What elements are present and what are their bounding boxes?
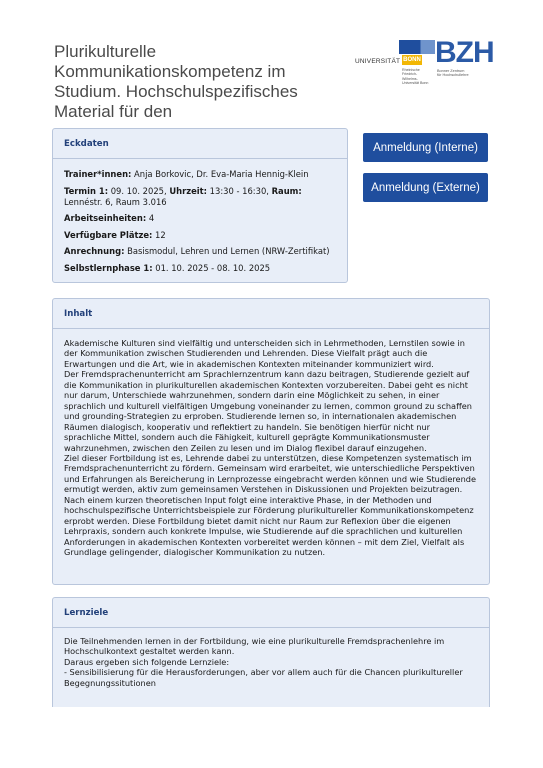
inhalt-header	[53, 299, 489, 329]
uhrzeit-label: Uhrzeit:	[169, 185, 207, 196]
plaetze-label: Verfügbare Plätze:	[64, 229, 153, 240]
raum-value: Lennéstr. 6, Raum 3.016	[64, 196, 167, 207]
logo-university-text: UNIVERSITÄT	[355, 58, 401, 65]
logo-university-subtitle: Rheinische Friedrich-Wilhelms- Universität Bonn	[402, 68, 429, 85]
lernziele-paragraph: Daraus ergeben sich folgende Lernziele:	[64, 656, 230, 667]
inhalt-paragraph: wahrzunehmen, zwischen den Zeilen zu lesen und im Dialog flexibel darauf einzugehen.	[64, 442, 427, 453]
eckdaten-panel	[52, 128, 348, 283]
inhalt-body	[53, 329, 489, 564]
arbeitseinheiten-row	[64, 213, 336, 224]
eckdaten-header	[53, 129, 347, 159]
arbeitseinheiten-label: Arbeitseinheiten:	[64, 213, 147, 224]
register-external-button[interactable]: Anmeldung (Externe)	[363, 173, 488, 202]
inhalt-paragraph: Ziel dieser Fortbildung ist es, Lehrende dabei zu unterstützen, diese Kompetenzen systematisch im Fremdsprachenunterricht zu fördern. Gemeinsam wird erarbeitet, wie unterschiedliche Perspektiven und Erfahrungen als Bereicherung in Lernprozesse eingebracht werden können und wie Studierende ermutigt werden, aktiv zum gemeinsamen Verstehen in Diskussionen und Projekten beizutragen.	[64, 452, 476, 495]
inhalt-paragraph: Akademische Kulturen sind vielfältig und unterscheiden sich in Lehrmethoden, Lernstilen sowie in der Kommunikation zwischen Studierenden und Lehrenden. Diese Vielfalt prägt auch die Erwartungen und die Art, wie in akademischen Kontexten miteinander kommuniziert wird.	[64, 338, 465, 369]
logo-bzh: BZH	[435, 36, 494, 69]
inhalt-heading: Inhalt	[64, 308, 93, 319]
termin-row	[64, 186, 336, 208]
lernziele-body	[53, 628, 489, 694]
anrechnung-row	[64, 246, 336, 257]
trainer-value: Anja Borkovic, Dr. Eva-Maria Hennig-Klein	[131, 169, 309, 179]
eckdaten-body	[53, 159, 347, 286]
logo	[355, 36, 495, 92]
anrechnung-label: Anrechnung:	[64, 246, 125, 257]
eckdaten-heading: Eckdaten	[64, 138, 109, 149]
trainer-label: Trainer*innen:	[64, 169, 132, 179]
inhalt-paragraph: Nach einem kurzen theoretischen Input folgt eine interaktive Phase, in der Methoden und hochschulspezifische Unterrichtsbeispiele zur Förderung plurikultureller Kommunikationskompetenz erprobt werden. Diese Fortbildung bietet damit nicht nur Raum zur Reflexion über die eigenen Lehrpraxis, sondern auch konkrete Impulse, wie Studierende auf die sprachlichen und kulturellen Anforderungen in akademischen Kontexten vorbereitet werden können – mit dem Ziel, Vielfalt als Grundlage gelingender, dialogischer Kommunikation zu nutzen.	[64, 494, 474, 558]
inhalt-paragraph: Der Fremdsprachenunterricht am Sprachlernzentrum kann dazu beitragen, Studierende gezielt auf die Kommunikation in plurikulturellen akademischen Kontexten vorzubereiten. Dabei geht es nicht nur darum, Unterschiede wahrzunehmen, sondern darin eine Möglichkeit zu sehen, in einer sprachlich und kulturell vielfältigen Umgebung voneinander zu lernen, common ground zu schaffen und grounding-Strategien zu erproben. Studierende lernen so, in internationalen akademischen Räumen dialogisch, kooperativ und reflektiert zu handeln. Sie benötigen hierfür nicht nur sprachliche Mittel, sondern auch die Fähigkeit, kulturell geprägte Kommunikationsmuster	[64, 369, 472, 443]
logo-bonn-badge: BONN	[403, 57, 421, 63]
register-internal-button[interactable]: Anmeldung (Interne)	[363, 133, 488, 162]
uhrzeit-value: 13:30 - 16:30,	[207, 185, 272, 196]
termin-date: 09. 10. 2025,	[108, 185, 170, 196]
plaetze-value: 12	[152, 229, 166, 240]
lernziele-header	[53, 598, 489, 628]
lernziele-heading: Lernziele	[64, 607, 109, 618]
lernziele-panel	[52, 597, 490, 707]
logo-mark	[399, 40, 435, 54]
inhalt-panel	[52, 298, 490, 585]
lernziele-paragraph: - Sensibilisierung für die Herausforderungen, aber vor allem auch für die Chancen plurikultureller Begegnungssitutionen	[64, 667, 463, 688]
selbstlernphase-value: 01. 10. 2025 - 08. 10. 2025	[152, 262, 271, 273]
selbstlernphase-label: Selbstlernphase 1:	[64, 262, 153, 273]
raum-label: Raum:	[271, 185, 302, 196]
page-title: Plurikulturelle Kommunikationskompetenz im Studium. Hochschulspezifisches Material für den	[54, 42, 298, 121]
lernziele-paragraph: Die Teilnehmenden lernen in der Fortbildung, wie eine plurikulturelle Fremdsprachenlehre im Hochschulkontext gestaltet werden kann.	[64, 636, 445, 657]
termin-label: Termin 1:	[64, 185, 109, 196]
arbeitseinheiten-value: 4	[146, 213, 155, 224]
selbstlernphase-row	[64, 263, 336, 274]
anrechnung-value: Basismodul, Lehren und Lernen (NRW-Zertifikat)	[124, 246, 330, 257]
logo-bzh-subtitle: Bonner Zentrum für Hochschullehre	[437, 69, 469, 78]
trainer-row	[64, 169, 336, 180]
plaetze-row	[64, 230, 336, 241]
